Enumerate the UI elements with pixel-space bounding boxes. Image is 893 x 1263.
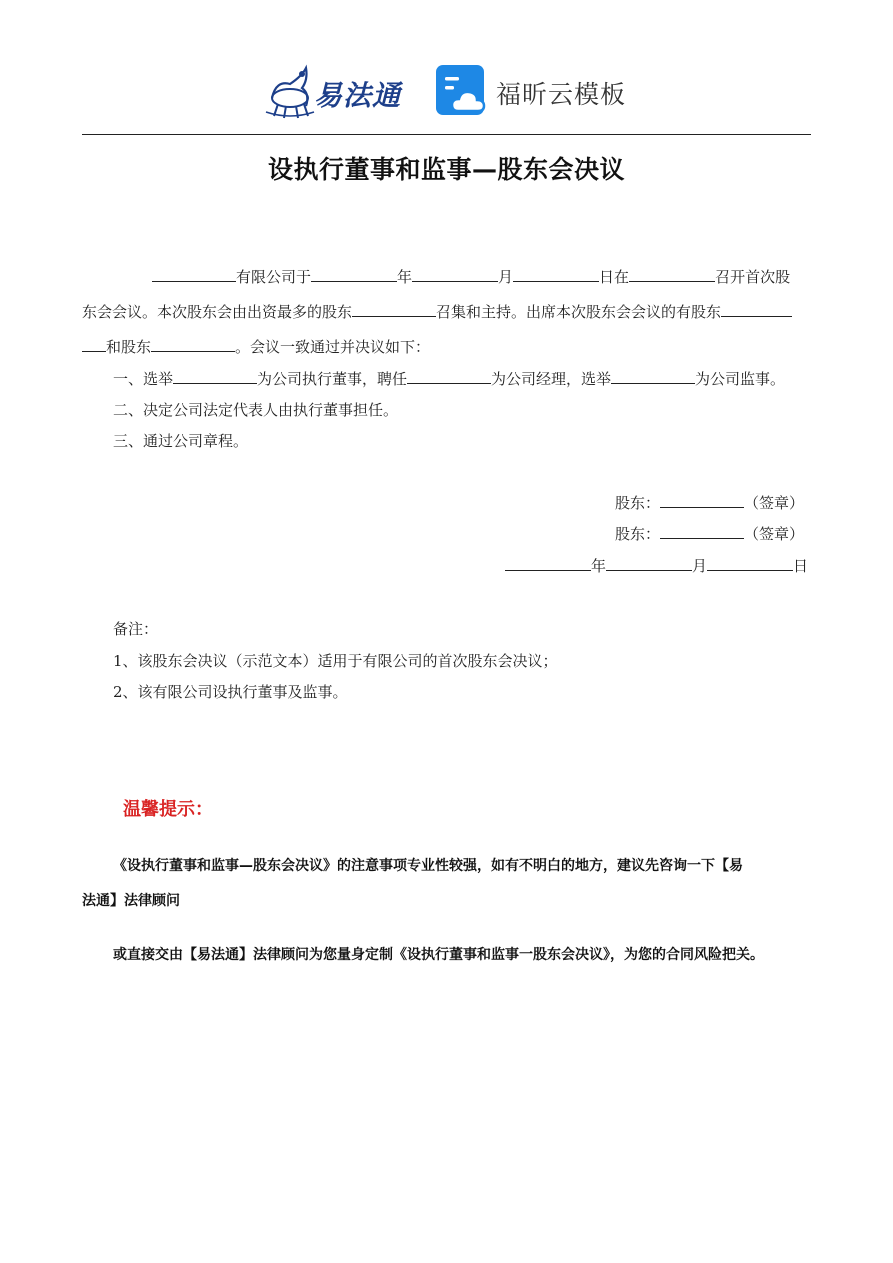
year-blank[interactable] [311, 267, 397, 282]
para1-line1: 有限公司于 年 月 日在 召开首次股 [152, 266, 790, 287]
company-name-blank[interactable] [152, 267, 236, 282]
shareholder-signature-2: 股东： （签章） [615, 525, 805, 543]
supervisor-blank[interactable] [611, 369, 695, 384]
tips-line-2: 法通】法律顾问 [82, 893, 180, 909]
note-1: 1、该股东会决议（示范文本）适用于有限公司的首次股东会决议； [113, 652, 558, 670]
resolution-item-1: 一、选举 为公司执行董事，聘任 为公司经理，选举 为公司监事。 [113, 370, 786, 388]
executive-director-blank[interactable] [173, 369, 257, 384]
day-blank[interactable] [513, 267, 599, 282]
location-blank[interactable] [629, 267, 715, 282]
signature-date: 年 月 日 [505, 555, 808, 576]
notes-title: 备注： [113, 620, 159, 638]
tips-line-3: 或直接交由【易法通】法律顾问为您量身定制《设执行董事和监事一股东会决议》，为您的合同风险把关。 [113, 947, 764, 963]
tips-heading: 温馨提示： [123, 799, 213, 820]
tips-line-1: 《设执行董事和监事—股东会决议》的注意事项专业性较强，如有不明白的地方，建议先咨询一下【易 [113, 858, 743, 874]
cloud-document-icon [436, 65, 488, 117]
page-header [0, 60, 893, 124]
month-blank[interactable] [412, 267, 498, 282]
foxit-cloud-template-text: 福昕云模板 [496, 80, 627, 109]
convener-shareholder-blank[interactable] [352, 302, 436, 317]
yifatong-logo-text: 易法通 [314, 79, 402, 112]
signature-year-blank[interactable] [505, 556, 591, 571]
para1-line2: 东会会议。本次股东会由出资最多的股东 召集和主持。出席本次股东会会议的有股东 [82, 301, 792, 322]
para1-line3: 和股东 。会议一致通过并决议如下： [82, 336, 430, 357]
manager-blank[interactable] [407, 369, 491, 384]
signature-day-blank[interactable] [707, 556, 793, 571]
shareholder-signature-2-blank[interactable] [660, 524, 744, 539]
header-divider [82, 134, 811, 135]
attending-shareholder-blank-2[interactable] [151, 337, 235, 352]
qilin-icon [262, 62, 318, 120]
resolution-item-3: 三、通过公司章程。 [113, 432, 249, 450]
shareholder-signature-1-blank[interactable] [660, 493, 744, 508]
attending-shareholder-blank-1[interactable] [721, 302, 792, 317]
foxit-cloud-template-logo [436, 65, 636, 119]
shareholder-signature-1: 股东： （签章） [615, 494, 805, 512]
attending-shareholder-blank-1-cont[interactable] [82, 337, 106, 352]
resolution-item-2: 二、决定公司法定代表人由执行董事担任。 [113, 401, 399, 419]
document-title: 设执行董事和监事—股东会决议 [267, 155, 625, 184]
yifatong-logo [262, 62, 412, 120]
signature-month-blank[interactable] [606, 556, 692, 571]
note-2: 2、该有限公司设执行董事及监事。 [113, 683, 348, 701]
